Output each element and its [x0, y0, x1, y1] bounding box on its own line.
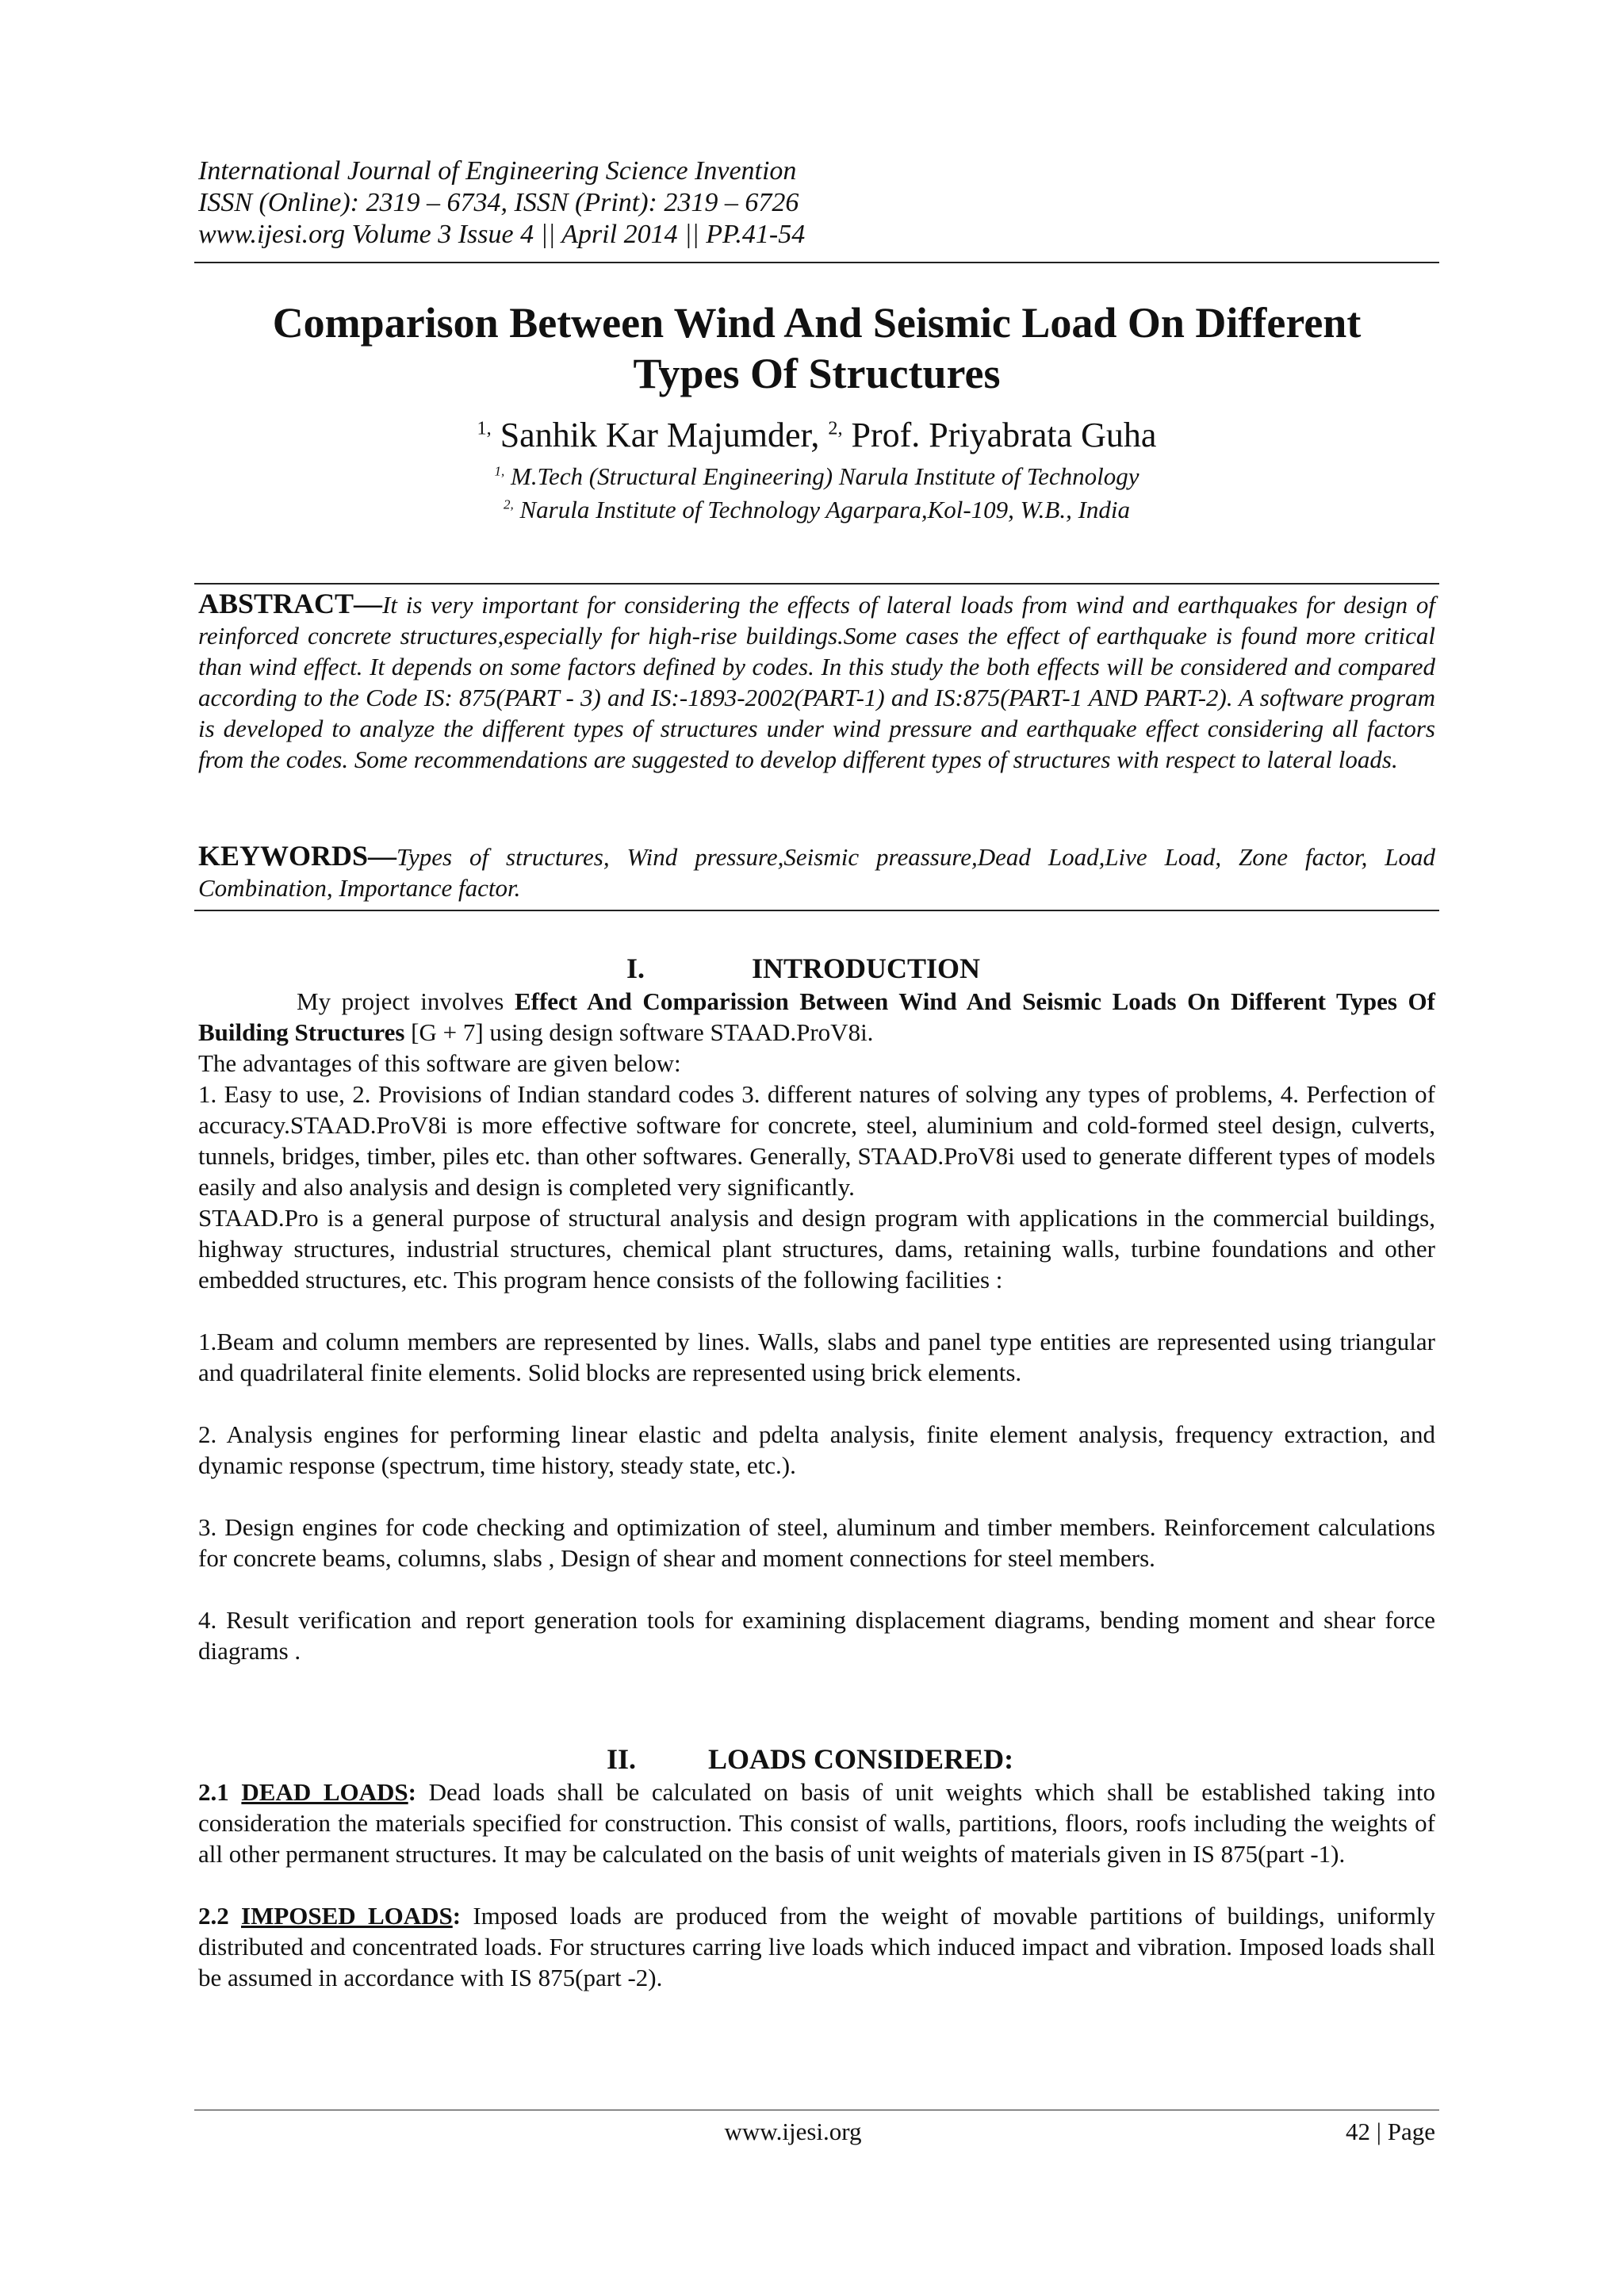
facility-item-2: 2. Analysis engines for performing linear elastic and pdelta analysis, finite element analysis, frequency extraction, and dynamic response (spectrum, time history, steady state, etc.). — [198, 1420, 1435, 1479]
affiliation-1-mark: 1, — [494, 463, 505, 479]
imposed-loads-colon: : — [452, 1902, 462, 1930]
affiliation-2-text: Narula Institute of Technology Agarpara,Kol-109, W.B., India — [513, 496, 1131, 523]
intro-end: [G + 7] using design software STAAD.ProV8i. — [404, 1018, 874, 1046]
facility-item-4: 4. Result verification and report generation tools for examining displacement diagrams, bending moment and shear force diagrams . — [198, 1606, 1435, 1665]
title-line-1: Comparison Between Wind And Seismic Load On Different — [272, 299, 1362, 347]
keywords-text: Types of structures, Wind pressure,Seismic preassure,Dead Load,Live Load, Zone factor, Load Combination, Importance factor. — [198, 843, 1435, 902]
affiliation-1 — [194, 460, 1439, 493]
author-1-name: Sanhik Kar Majumder, — [491, 416, 829, 454]
keywords — [198, 841, 1435, 903]
imposed-loads-paragraph — [198, 1900, 1435, 1993]
facility-item-3: 3. Design engines for code checking and optimization of steel, aluminum and timber members. Reinforcement calculations for concrete beams, columns, slabs , Design of shear and moment connections for steel members. — [198, 1513, 1435, 1572]
dead-loads-colon: : — [408, 1778, 416, 1806]
introduction-body — [198, 986, 1435, 1666]
footer-page-number: 42 | Page — [1346, 2118, 1435, 2145]
advantages-lead: The advantages of this software are given below: — [198, 1049, 681, 1077]
imposed-loads-label: IMPOSED LOADS — [241, 1902, 453, 1930]
dead-loads-text: Dead loads shall be calculated on basis of unit weights which shall be established taking into consideration the materials specified for construction. This consist of walls, partitions, floors, roofs including the weights of all other permanent structures. It may be calculated on the basis of unit weights of materials given in IS 875(part -1). — [198, 1778, 1435, 1868]
advantages-paragraph: 1. Easy to use, 2. Provisions of Indian standard codes 3. different natures of solving any types of problems, 4. Perfection of accuracy.STAAD.ProV8i is more effective software for concrete, steel, aluminium and cold-formed steel design, culverts, tunnels, bridges, timber, piles etc. than other softwares. Generally, STAAD.ProV8i used to generate different types of models easily and also analysis and design is completed very significantly. — [198, 1080, 1435, 1201]
imposed-loads-text: Imposed loads are produced from the weight of movable partitions of buildings, uniformly distributed and concentrated loads. For structures carring live loads which induced impact and vibration. Imposed loads shall be assumed in accordance with IS 875(part -2). — [198, 1902, 1436, 1991]
paper-title — [194, 297, 1439, 399]
dead-loads-paragraph — [198, 1777, 1435, 1869]
author-1-mark: 1, — [477, 417, 492, 439]
journal-header — [198, 155, 1443, 251]
abstract — [198, 588, 1435, 775]
header-rule — [194, 262, 1439, 263]
section-2-title: LOADS CONSIDERED: — [708, 1743, 1014, 1775]
section-2-number: II. — [607, 1743, 637, 1775]
intro-paragraph — [198, 986, 1435, 1048]
affiliations — [194, 460, 1439, 527]
abstract-label: ABSTRACT— — [198, 588, 383, 619]
author-2-name: Prof. Priyabrata Guha — [842, 416, 1157, 454]
abstract-top-rule — [194, 583, 1439, 585]
title-line-2: Types Of Structures — [633, 350, 1001, 397]
section-1-number: I. — [626, 953, 645, 984]
dead-loads-label: DEAD LOADS — [241, 1778, 408, 1806]
affiliation-2-mark: 2, — [503, 496, 514, 512]
journal-name: International Journal of Engineering Science Invention — [198, 156, 797, 186]
affiliation-1-text: M.Tech (Structural Engineering) Narula Institute of Technology — [504, 462, 1139, 490]
section-1-title: INTRODUCTION — [752, 953, 981, 984]
facility-item-1: 1.Beam and column members are represented by lines. Walls, slabs and panel type entities are represented using triangular and quadrilateral finite elements. Solid blocks are represented using brick elements. — [198, 1328, 1435, 1386]
author-list — [194, 414, 1439, 457]
footer-site: www.ijesi.org — [724, 2118, 862, 2145]
keywords-bottom-rule — [194, 910, 1439, 911]
author-2-mark: 2, — [828, 417, 843, 439]
intro-start: My project involves — [297, 987, 515, 1015]
loads-body — [198, 1777, 1435, 1993]
journal-volume-line: www.ijesi.org Volume 3 Issue 4 || April 2014 || PP.41-54 — [198, 220, 806, 249]
dead-loads-number: 2.1 — [198, 1778, 242, 1806]
keywords-label: KEYWORDS— — [198, 840, 397, 872]
intro-bold: Effect And Comparission Between Wind And Seismic Loads On Different Types Of Building Structures — [198, 987, 1435, 1046]
abstract-text: It is very important for considering the effects of lateral loads from wind and earthquakes for design of reinforced concrete structures,especially for high-rise buildings.Some cases the effect of earthquake is found more critical than wind effect. It depends on some factors defined by codes. In this study the both effects will be considered and compared according to the Code IS: 875(PART - 3) and IS:-1893-2002(PART-1) and IS:875(PART-1 AND PART-2). A software program is developed to analyze the different types of structures under wind pressure and earthquake effect considering all factors from the codes. Some recommendations are suggested to develop different types of structures with respect to lateral loads. — [198, 591, 1435, 773]
journal-issn: ISSN (Online): 2319 – 6734, ISSN (Print): 2319 – 6726 — [198, 188, 799, 217]
staad-paragraph: STAAD.Pro is a general purpose of structural analysis and design program with applications in the commercial buildings, highway structures, industrial structures, chemical plant structures, dams, retaining walls, turbine foundations and other embedded structures, etc. This program hence consists of the following facilities : — [198, 1204, 1435, 1294]
imposed-loads-number: 2.2 — [198, 1902, 242, 1930]
affiliation-2 — [194, 493, 1439, 527]
